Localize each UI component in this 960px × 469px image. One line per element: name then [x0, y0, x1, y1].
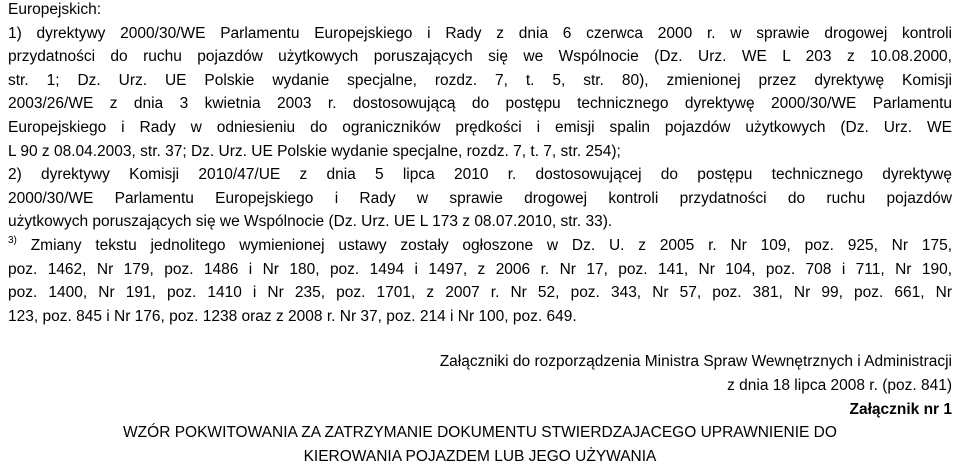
footnote-line: przydatności do ruchu pojazdów użytkowych poruszających się we Wspólnocie (Dz. Urz. WE L 203 z 10.08.2000,	[8, 48, 952, 66]
footnote-line: Europejskiego i Rady w odniesieniu do ograniczników prędkości i emisji spalin pojazdów użytkowych (Dz. Urz. WE	[8, 118, 952, 136]
footnote-amendments	[8, 234, 952, 328]
footnote-eu-directives	[8, 0, 952, 234]
form-title-line: KIEROWANIA POJAZDEM LUB JEGO UŻYWANIA	[303, 447, 657, 465]
footnote-line: 123, poz. 845 i Nr 176, poz. 1238 oraz z 2008 r. Nr 37, poz. 214 i Nr 100, poz. 649.	[8, 307, 577, 325]
footnote-line: Europejskich:	[8, 1, 102, 18]
annex-header	[8, 350, 952, 421]
annex-header-date: z dnia 18 lipca 2008 r. (poz. 841)	[727, 376, 952, 394]
footnote-line: poz. 1400, Nr 191, poz. 1410 i Nr 235, poz. 1701, z 2007 r. Nr 52, poz. 343, Nr 57, poz. 381, Nr 99, poz. 661, Nr	[8, 284, 952, 302]
footnote-line: użytkowych poruszających się we Wspólnocie (Dz. Urz. UE L 173 z 08.07.2010, str. 33).	[8, 213, 613, 231]
footnote-line: L 90 z 08.04.2003, str. 37; Dz. Urz. UE Polskie wydanie specjalne, rozdz. 7, t. 7, str. 254);	[8, 142, 621, 160]
footnote-line: 2003/26/WE z dnia 3 kwietnia 2003 r. dostosowującą do postępu technicznego dyrektywę 2000/30/WE Parlamentu	[8, 95, 952, 113]
form-title-line: WZÓR POKWITOWANIA ZA ZATRZYMANIE DOKUMENTU STWIERDZAJACEGO UPRAWNIENIE DO	[123, 424, 837, 442]
form-title	[8, 421, 952, 468]
footnote-line: 2000/30/WE Parlamentu Europejskiego i Rady w sprawie drogowej kontroli przydatności do ruchu pojazdów	[8, 189, 952, 207]
footnote-line	[8, 234, 952, 258]
footnote-line: str. 1; Dz. Urz. UE Polskie wydanie specjalne, rozdz. 7, t. 5, str. 80), zmienionej przez dyrektywę Komisji	[8, 71, 952, 89]
footnote-marker: 3)	[8, 234, 17, 246]
footnote-line: 1) dyrektywy 2000/30/WE Parlamentu Europejskiego i Rady z dnia 6 czerwca 2000 r. w sprawie drogowej kontroli	[8, 24, 952, 42]
footnote-line: 2) dyrektywy Komisji 2010/47/UE z dnia 5 lipca 2010 r. dostosowującej do postępu technicznego dyrektywę	[8, 166, 952, 184]
footnote-line-text: Zmiany tekstu jednolitego wymienionej ustawy zostały ogłoszone w Dz. U. z 2005 r. Nr 109, poz. 925, Nr 175,	[30, 236, 952, 254]
spacer	[8, 328, 952, 350]
annex-header-line: Załączniki do rozporządzenia Ministra Spraw Wewnętrznych i Administracji	[439, 353, 952, 371]
footnote-line: poz. 1462, Nr 179, poz. 1486 i Nr 180, poz. 1494 i 1497, z 2006 r. Nr 17, poz. 141, Nr 104, poz. 708 i 711, Nr 190,	[8, 260, 952, 278]
annex-label: Załącznik nr 1	[849, 400, 952, 418]
